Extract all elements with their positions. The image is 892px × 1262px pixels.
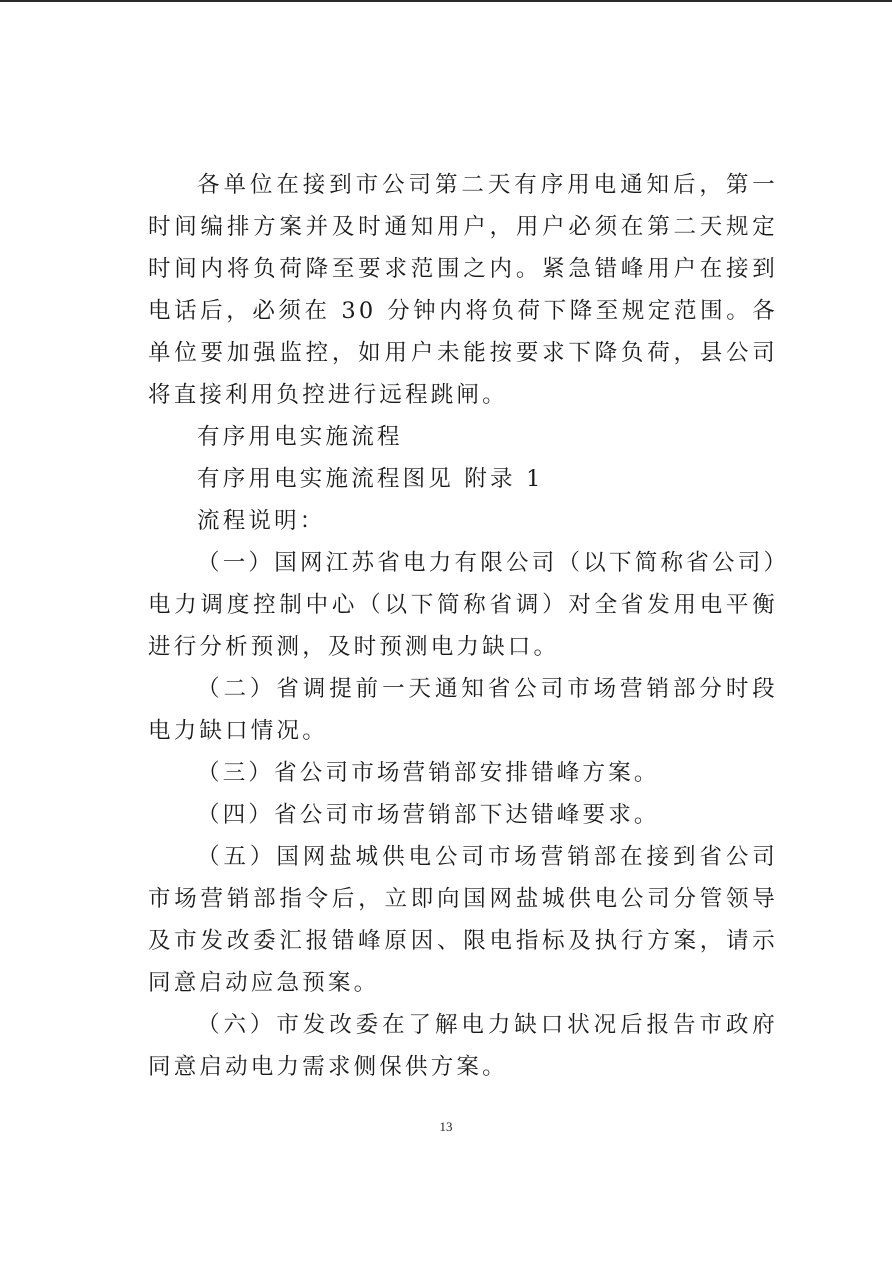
top-border-line <box>0 0 892 2</box>
paragraph-step-6: （六）市发改委在了解电力缺口状况后报告市政府同意启动电力需求侧保供方案。 <box>148 1012 778 1080</box>
document-body <box>148 164 778 1088</box>
page-number: 13 <box>439 1119 453 1134</box>
paragraph-step-4: （四）省公司市场营销部下达错峰要求。 <box>197 802 660 828</box>
paragraph-process-label: 流程说明： <box>197 508 326 534</box>
paragraph-notification: 各单位在接到市公司第二天有序用电通知后，第一时间编排方案并及时通知用户，用户必须在第二天规定时间内将负荷降至要求范围之内。紧急错峰用户在接到电话后，必须在 30 分钟内将负荷下降至规定范围。各单位要加强监控，如用户未能按要求下降负荷，县公司将直接利用负控进行远程跳闸。 <box>148 172 778 408</box>
paragraph-step-2: （二）省调提前一天通知省公司市场营销部分时段电力缺口情况。 <box>148 676 778 744</box>
paragraph-step-5: （五）国网盐城供电公司市场营销部在接到省公司市场营销部指令后，立即向国网盐城供电公司分管领导及市发改委汇报错峰原因、限电指标及执行方案，请示同意启动应急预案。 <box>148 844 778 996</box>
paragraph-step-3: （三）省公司市场营销部安排错峰方案。 <box>197 760 660 786</box>
paragraph-flowchart-ref: 有序用电实施流程图见 附录 1 <box>197 466 544 492</box>
section-heading: 有序用电实施流程 <box>197 424 403 450</box>
paragraph-step-1: （一）国网江苏省电力有限公司（以下简称省公司）电力调度控制中心（以下简称省调）对全省发用电平衡进行分析预测，及时预测电力缺口。 <box>148 550 778 660</box>
